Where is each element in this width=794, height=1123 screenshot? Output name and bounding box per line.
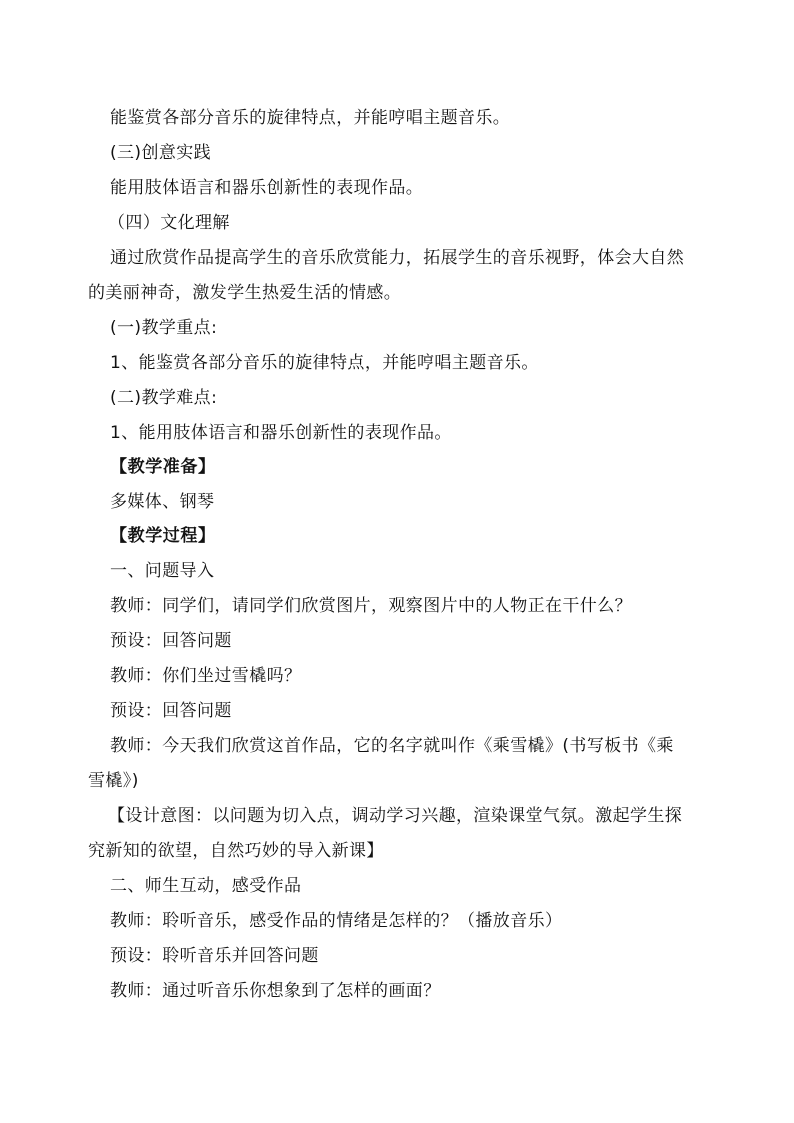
text-line-22: 究新知的欲望，自然巧妙的导入新课】 <box>88 841 384 861</box>
text-line-10: 1、能用肢体语言和器乐创新性的表现作品。 <box>110 423 452 443</box>
text-line-3: 能用肢体语言和器乐创新性的表现作品。 <box>110 178 424 198</box>
section-heading-teaching-focus: (一)教学重点: <box>110 318 218 338</box>
text-line-24: 教师：聆听音乐，感受作品的情绪是怎样的？（播放音乐） <box>110 911 563 931</box>
section-heading-cultural-understanding: （四）文化理解 <box>108 213 230 233</box>
text-line-19: 教师：今天我们欣赏这首作品，它的名字就叫作《乘雪橇》(书写板书《乘 <box>110 736 674 756</box>
section-heading-teacher-student-interaction: 二、师生互动，感受作品 <box>110 876 302 896</box>
section-heading-question-intro: 一、问题导入 <box>110 561 215 581</box>
text-line-21: 【设计意图：以问题为切入点，调动学习兴趣，渲染课堂气氛。激起学生探 <box>108 806 683 826</box>
text-line-26: 教师：通过听音乐你想象到了怎样的画面？ <box>110 981 441 1001</box>
text-line-8: 1、能鉴赏各部分音乐的旋律特点，并能哼唱主题音乐。 <box>110 353 539 373</box>
text-line-17: 教师：你们坐过雪橇吗？ <box>110 666 302 686</box>
text-line-20: 雪橇》) <box>88 771 139 791</box>
text-line-1: 能鉴赏各部分音乐的旋律特点，并能哼唱主题音乐。 <box>110 108 511 128</box>
heading-teaching-preparation: 【教学准备】 <box>110 457 216 477</box>
text-line-6: 的美丽神奇，激发学生热爱生活的情感。 <box>88 283 402 303</box>
section-heading-creative-practice: (三)创意实践 <box>110 143 212 163</box>
text-line-16: 预设：回答问题 <box>110 631 232 651</box>
text-line-12: 多媒体、钢琴 <box>110 492 215 512</box>
heading-teaching-process: 【教学过程】 <box>110 526 216 546</box>
section-heading-teaching-difficulty: (二)教学难点: <box>110 388 218 408</box>
text-line-15: 教师：同学们，请同学们欣赏图片，观察图片中的人物正在干什么？ <box>110 596 632 616</box>
text-line-25: 预设：聆听音乐并回答问题 <box>110 946 319 966</box>
text-line-18: 预设：回答问题 <box>110 701 232 721</box>
text-line-5: 通过欣赏作品提高学生的音乐欣赏能力，拓展学生的音乐视野，体会大自然 <box>110 248 685 268</box>
